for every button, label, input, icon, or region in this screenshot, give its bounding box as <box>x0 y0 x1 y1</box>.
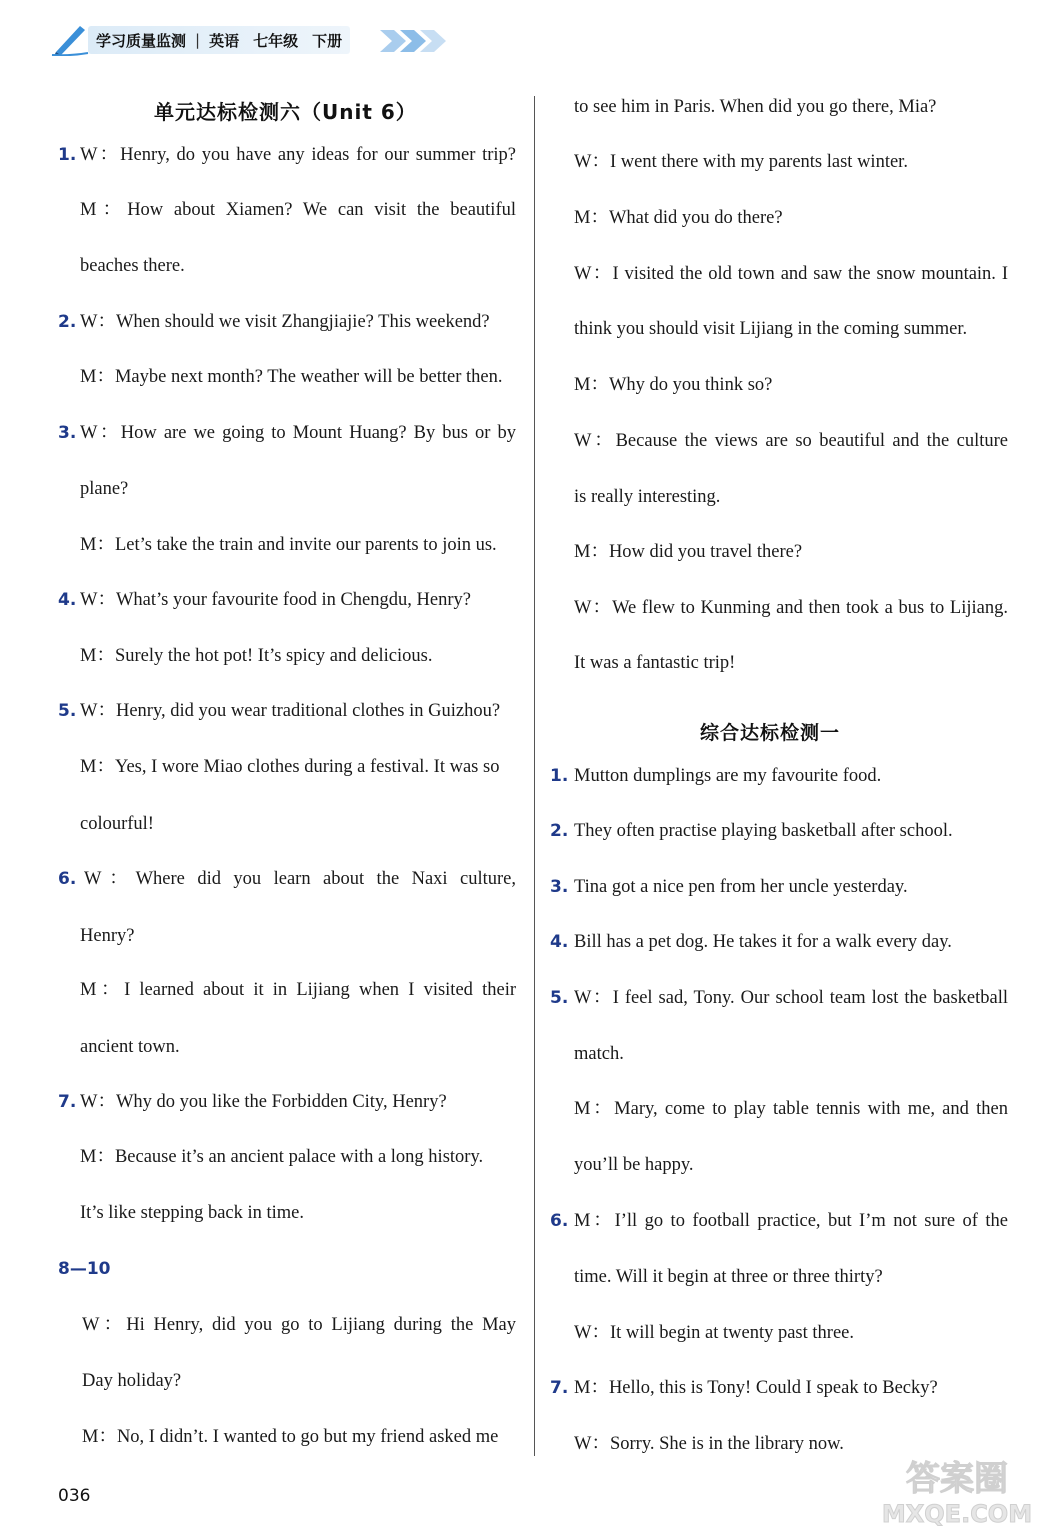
text-line: colourful! <box>80 814 154 834</box>
text-line: M：No, I didn’t. I wanted to go but my friend asked me <box>82 1427 499 1447</box>
text-line: It was a fantastic trip! <box>574 653 736 673</box>
text-line: W：Where did you learn about the Naxi culture, <box>84 869 516 889</box>
column-divider <box>534 96 535 1456</box>
text-line: W：Henry, did you wear traditional clothes in Guizhou? <box>80 701 501 721</box>
text-line: M：Surely the hot pot! It’s spicy and delicious. <box>80 646 433 666</box>
item-number: 3. <box>550 877 569 897</box>
item-number: 1. <box>550 766 569 786</box>
section-title-unit6: 单元达标检测六（Unit 6） <box>154 100 417 124</box>
text-line: M：What did you do there? <box>574 208 783 228</box>
text-line: W：Because the views are so beautiful and the culture <box>574 431 1008 451</box>
text-line: W：We flew to Kunming and then took a bus to Lijiang. <box>574 598 1008 618</box>
item-number: 7. <box>550 1378 569 1398</box>
text-line: M：Yes, I wore Miao clothes during a festival. It was so <box>80 757 500 777</box>
text-line: W：When should we visit Zhangjiajie? This weekend? <box>80 312 490 332</box>
header-separator: | <box>195 31 201 49</box>
text-line: W：I feel sad, Tony. Our school team lost the basketball <box>574 988 1008 1008</box>
text-line: W：Hi Henry, did you go to Lijiang during the May <box>82 1315 516 1335</box>
pen-icon <box>50 22 90 56</box>
text-line: Mutton dumplings are my favourite food. <box>574 766 882 786</box>
text-line: plane? <box>80 479 129 499</box>
text-line: M：Because it’s an ancient palace with a long history. <box>80 1147 484 1167</box>
text-line: M：Maybe next month? The weather will be better then. <box>80 367 503 387</box>
text-line: M：Why do you think so? <box>574 375 773 395</box>
section-8-10-label: 8—10 <box>58 1259 111 1279</box>
text-line: think you should visit Lijiang in the coming summer. <box>574 319 968 339</box>
watermark-logo <box>872 1450 1042 1530</box>
text-line: time. Will it begin at three or three thirty? <box>574 1267 883 1287</box>
text-line: M：I’ll go to football practice, but I’m not sure of the <box>574 1211 1008 1231</box>
item-number: 2. <box>58 312 77 332</box>
item-number: 5. <box>550 988 569 1008</box>
text-line: Bill has a pet dog. He takes it for a walk every day. <box>574 932 952 952</box>
header-label <box>88 26 350 54</box>
watermark-cn: 答案圈 <box>906 1459 1008 1499</box>
text-line: M：Mary, come to play table tennis with me, and then <box>574 1099 1008 1119</box>
subject-label: 英语 <box>209 31 240 50</box>
item-number: 4. <box>58 590 77 610</box>
page-number: 036 <box>58 1486 91 1506</box>
text-line: you’ll be happy. <box>574 1155 694 1175</box>
text-line: Tina got a nice pen from her uncle yesterday. <box>574 877 908 897</box>
volume-label: 下册 <box>312 31 343 50</box>
item-number: 7. <box>58 1092 77 1112</box>
text-line: Henry? <box>80 926 135 946</box>
text-line: W：I visited the old town and saw the snow mountain. I <box>574 264 1008 284</box>
text-line: W：How are we going to Mount Huang? By bus or by <box>80 423 516 443</box>
item-number: 2. <box>550 821 569 841</box>
text-line: W：What’s your favourite food in Chengdu, Henry? <box>80 590 471 610</box>
text-line: M：How about Xiamen? We can visit the beautiful <box>80 200 516 220</box>
text-line: M：I learned about it in Lijiang when I visited their <box>80 980 516 1000</box>
text-line: They often practise playing basketball after school. <box>574 821 953 841</box>
page-header <box>50 22 450 58</box>
item-number: 1. <box>58 145 77 165</box>
text-line: match. <box>574 1044 624 1064</box>
item-number: 4. <box>550 932 569 952</box>
series-title: 学习质量监测 <box>96 31 187 50</box>
watermark-en: MXQE.COM <box>881 1500 1033 1528</box>
text-line: It’s like stepping back in time. <box>80 1203 305 1223</box>
text-line: M：Hello, this is Tony! Could I speak to Becky? <box>574 1378 938 1398</box>
chevron-arrows-icon <box>380 28 450 54</box>
text-line: W：It will begin at twenty past three. <box>574 1323 854 1343</box>
item-number: 6. <box>550 1211 569 1231</box>
text-line: W：Sorry. She is in the library now. <box>574 1434 844 1454</box>
item-number: 6. <box>58 869 77 889</box>
text-line: M：How did you travel there? <box>574 542 803 562</box>
text-line: W：I went there with my parents last winter. <box>574 152 908 172</box>
text-line: beaches there. <box>80 256 185 276</box>
section-title-comprehensive: 综合达标检测一 <box>700 722 841 744</box>
grade-label: 七年级 <box>253 31 299 50</box>
text-line: ancient town. <box>80 1037 180 1057</box>
text-line: W：Henry, do you have any ideas for our summer trip? <box>80 145 516 165</box>
text-line: to see him in Paris. When did you go there, Mia? <box>574 97 937 117</box>
text-line: Day holiday? <box>82 1371 182 1391</box>
item-number: 5. <box>58 701 77 721</box>
item-number: 3. <box>58 423 77 443</box>
text-line: M：Let’s take the train and invite our parents to join us. <box>80 535 497 555</box>
text-line: is really interesting. <box>574 487 721 507</box>
text-line: W：Why do you like the Forbidden City, Henry? <box>80 1092 447 1112</box>
